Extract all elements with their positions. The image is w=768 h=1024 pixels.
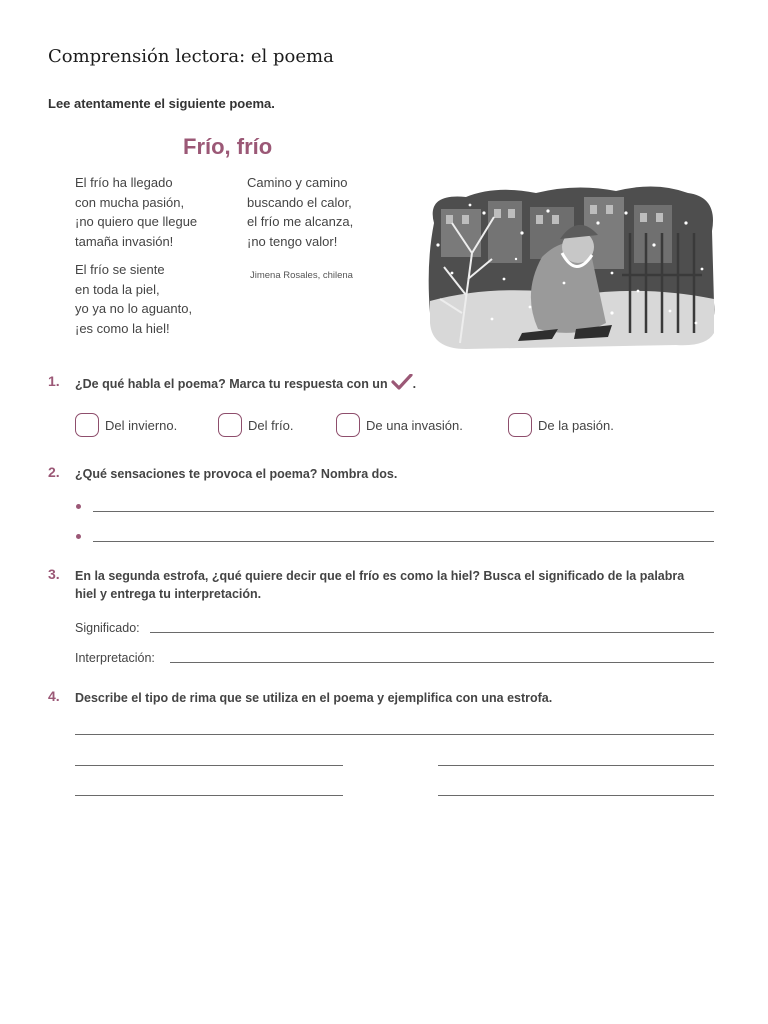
question-3-text-line-2: hiel y entrega tu interpretación. [75, 587, 262, 601]
option-label: Del frío. [248, 417, 294, 433]
poem-stanza-3 [247, 173, 353, 251]
poem-verse: el frío me alcanza, [247, 214, 354, 229]
answer-line-sensation-1[interactable] [93, 500, 714, 512]
option-label: Del invierno. [105, 417, 178, 433]
poem-verse: ¡no quiero que llegue [75, 214, 198, 229]
option-del-invierno[interactable] [75, 413, 177, 437]
interpretacion-label: Interpretación: [75, 651, 155, 665]
poem-stanza-2 [75, 260, 192, 338]
answer-line-example-right-2[interactable] [438, 785, 714, 796]
option-label: De la pasión. [538, 417, 614, 433]
poem-author: Jimena Rosales, chilena [250, 270, 353, 281]
answer-line-example-left-1[interactable] [75, 755, 343, 766]
bullet-icon [76, 504, 81, 509]
poem-stanza-1 [75, 173, 197, 251]
question-1-text: ¿De qué habla el poema? Marca tu respuesta con un . [75, 374, 416, 393]
option-checkbox[interactable] [336, 413, 360, 437]
poem-verse: ¡es como la hiel! [75, 320, 170, 336]
option-de-la-pasion[interactable] [508, 413, 614, 437]
winter-scene-illustration [426, 183, 716, 351]
option-del-frio[interactable] [218, 413, 294, 437]
poem-verse: yo ya no lo aguanto, [75, 301, 193, 316]
question-3-number: 3. [48, 566, 60, 582]
question-2-number: 2. [48, 464, 60, 480]
option-checkbox[interactable] [75, 413, 99, 437]
option-label: De una invasión. [366, 417, 463, 433]
poem-verse: con mucha pasión, [75, 194, 185, 210]
interpretacion-input[interactable] [170, 652, 714, 663]
poem-verse: en toda la piel, [75, 281, 160, 297]
option-de-una-invasion[interactable] [336, 413, 463, 437]
question-2-text: ¿Qué sensaciones te provoca el poema? Nombra dos. [75, 467, 398, 481]
answer-line-example-right-1[interactable] [438, 755, 714, 766]
checkmark-icon [391, 374, 413, 390]
page-title: Comprensión lectora: el poema [48, 46, 334, 67]
significado-input[interactable] [150, 622, 714, 633]
option-checkbox[interactable] [508, 413, 532, 437]
poem-verse: El frío ha llegado [75, 175, 173, 190]
poem-verse: ¡no tengo valor! [247, 233, 338, 249]
option-checkbox[interactable] [218, 413, 242, 437]
question-4-number: 4. [48, 688, 60, 704]
poem-verse: tamaña invasión! [75, 233, 174, 249]
poem-title: Frío, frío [183, 134, 273, 159]
question-1-label: ¿De qué habla el poema? Marca tu respuesta con un [75, 377, 388, 391]
question-3-text-line-1: En la segunda estrofa, ¿qué quiere decir que el frío es como la hiel? Busca el significado de la palabra [75, 569, 685, 583]
question-4-text: Describe el tipo de rima que se utiliza en el poema y ejemplifica con una estrofa. [75, 691, 553, 705]
instruction-text: Lee atentamente el siguiente poema. [48, 96, 275, 111]
bullet-icon [76, 534, 81, 539]
poem-verse: El frío se siente [75, 262, 165, 277]
answer-line-sensation-2[interactable] [93, 530, 714, 542]
question-1-number: 1. [48, 373, 60, 389]
significado-label: Significado: [75, 621, 140, 635]
poem-verse: Camino y camino [247, 175, 348, 190]
poem-verse: buscando el calor, [247, 194, 352, 210]
answer-line-example-left-2[interactable] [75, 785, 343, 796]
answer-line-rhyme[interactable] [75, 724, 714, 735]
